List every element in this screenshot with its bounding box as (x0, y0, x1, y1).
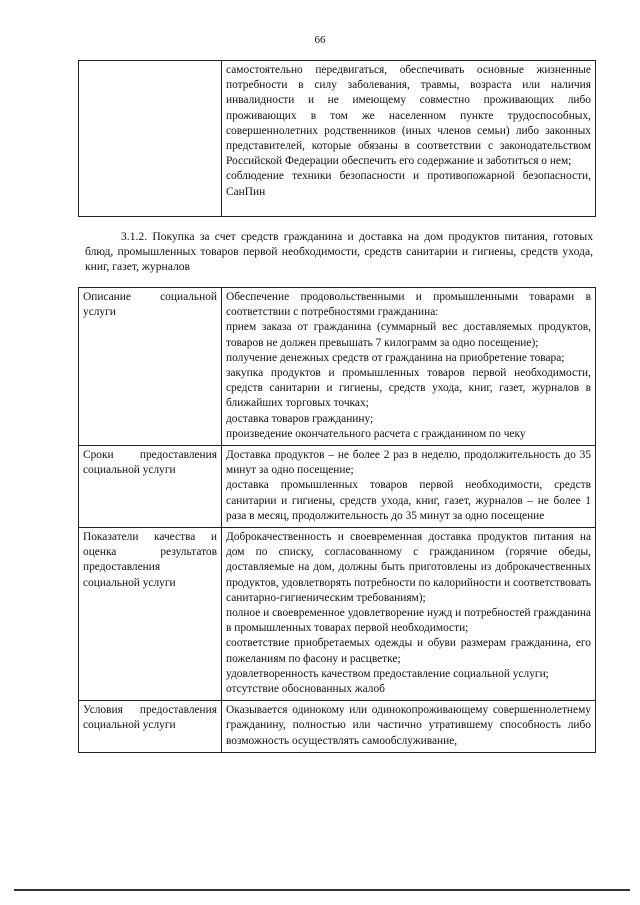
table-row (79, 701, 596, 753)
content-line: отсутствие обоснованных жалоб (226, 683, 385, 696)
content-line: полное и своевременное удовлетворение нужд и потребностей гражданина в промышленных товарах первой необходимости; (226, 607, 591, 635)
content-cell (222, 446, 596, 528)
content-line: самостоятельно передвигаться, обеспечивать основные жизненные потребности в силу заболевания, травмы, возраста или наличия инвалидности и не имеющему совместно проживающих либо проживающих в том же населенном пункте трудоспособных, совершеннолетних родственников (иных членов семьи) либо законных представителей, которые обязаны в соответствии с законодательством Российской Федерации обеспечить его содержание и заботиться о нем; (226, 64, 591, 168)
continuation-table (78, 60, 596, 217)
content-line: доставка товаров гражданину; (226, 412, 374, 425)
row-label: Условия предоставления социальной услуги (79, 701, 222, 753)
content-line: Доставка продуктов – не более 2 раз в неделю, продолжительность до 35 минут за одно посещение; (226, 449, 591, 477)
content-line: Оказывается одинокому или одинокопроживающему совершеннолетнему гражданину, полностью или частично утратившему способность либо возможность осуществлять самообслуживание, (226, 704, 591, 747)
content-line: произведение окончательного расчета с гражданином по чеку (226, 427, 526, 440)
content-cell (222, 701, 596, 753)
table-row (79, 288, 596, 446)
row-label: Показатели качества и оценка результатов предоставления социальной услуги (79, 528, 222, 701)
content-line: удовлетворенность качеством предоставление социальной услуги; (226, 667, 549, 680)
content-cell (222, 61, 596, 217)
service-table (78, 287, 596, 753)
content-line: получение денежных средств от гражданина на приобретение товара; (226, 351, 565, 364)
content-line: соответствие приобретаемых одежды и обуви размерам гражданина, его пожеланиям по фасону и расцветке; (226, 637, 591, 665)
section-heading: 3.1.2. Покупка за счет средств гражданина и доставка на дом продуктов питания, готовых блюд, промышленных товаров первой необходимости, средств санитарии и гигиены, средств ухода, книг, газет, журналов (85, 230, 593, 273)
content-cell (222, 288, 596, 446)
empty-label-cell (79, 61, 222, 217)
page-bottom-rule (14, 889, 630, 891)
table-row (79, 446, 596, 528)
content-line: доставка промышленных товаров первой необходимости, средств санитарии и гигиены, средств ухода, книг, газет, журналов – не более 1 раза в месяц, продолжительность до 35 минут за одно посещение (226, 479, 591, 522)
content-line: Обеспечение продовольственными и промышленными товарами в соответствии с потребностями гражданина: (226, 291, 591, 319)
content-line: закупка продуктов и промышленных товаров первой необходимости, средств санитарии и гигиены, средств ухода, книг, газет, журналов в ближайших торговых точках; (226, 367, 591, 410)
row-label: Описание социальной услуги (79, 288, 222, 446)
content-line: соблюдение техники безопасности и противопожарной безопасности, СанПин (226, 170, 591, 198)
content-line: Доброкачественность и своевременная доставка продуктов питания на дом по списку, согласованному с гражданином (горячие обеды, доставляемые на дом, должны быть приготовлены из доброкачественных продуктов, удовлетворять потребности по калорийности и соответствовать санитарно-гигиеническим требованиям); (226, 531, 591, 604)
content-cell (222, 528, 596, 701)
content-line: прием заказа от гражданина (суммарный вес доставляемых продуктов, товаров не должен превышать 7 килограмм за одно посещение); (226, 321, 591, 349)
row-label: Сроки предоставления социальной услуги (79, 446, 222, 528)
page-number: 66 (314, 34, 326, 46)
table-row (79, 61, 596, 217)
table-row (79, 528, 596, 701)
